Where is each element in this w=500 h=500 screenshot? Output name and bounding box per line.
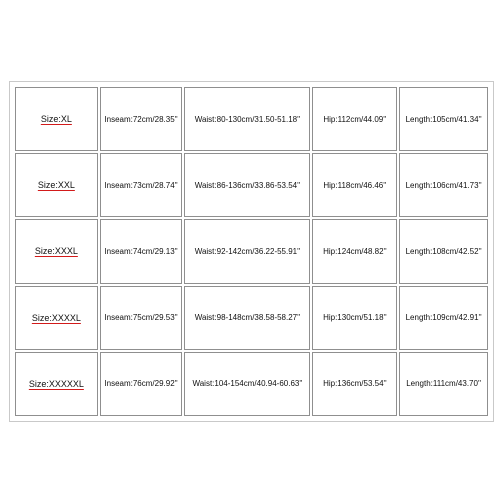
waist-cell: Waist:104-154cm/40.94-60.63'' <box>184 352 310 416</box>
length-cell: Length:108cm/42.52'' <box>399 219 488 283</box>
size-cell <box>15 352 98 416</box>
size-label: Size:XXXXL <box>31 312 81 323</box>
inseam-cell: Inseam:76cm/29.92'' <box>100 352 183 416</box>
table-row <box>15 352 488 416</box>
table-row <box>15 219 488 283</box>
length-cell: Length:111cm/43.70'' <box>399 352 488 416</box>
hip-cell: Hip:136cm/53.54'' <box>312 352 397 416</box>
inseam-cell: Inseam:75cm/29.53'' <box>100 286 183 350</box>
hip-cell: Hip:112cm/44.09'' <box>312 87 397 151</box>
size-label: Size:XXXL <box>34 246 78 257</box>
waist-cell: Waist:80-130cm/31.50-51.18'' <box>184 87 310 151</box>
table-row <box>15 286 488 350</box>
size-label: Size:XL <box>40 114 72 125</box>
size-cell <box>15 87 98 151</box>
waist-cell: Waist:98-148cm/38.58-58.27'' <box>184 286 310 350</box>
table-row <box>15 87 488 151</box>
length-cell: Length:106cm/41.73'' <box>399 153 488 217</box>
table-row <box>15 153 488 217</box>
size-cell <box>15 219 98 283</box>
hip-cell: Hip:130cm/51.18'' <box>312 286 397 350</box>
inseam-cell: Inseam:72cm/28.35'' <box>100 87 183 151</box>
size-chart <box>9 81 494 422</box>
size-cell <box>15 286 98 350</box>
length-cell: Length:105cm/41.34'' <box>399 87 488 151</box>
waist-cell: Waist:92-142cm/36.22-55.91'' <box>184 219 310 283</box>
size-label: Size:XXL <box>37 180 75 191</box>
size-label: Size:XXXXXL <box>28 378 84 389</box>
hip-cell: Hip:118cm/46.46'' <box>312 153 397 217</box>
inseam-cell: Inseam:73cm/28.74'' <box>100 153 183 217</box>
waist-cell: Waist:86-136cm/33.86-53.54'' <box>184 153 310 217</box>
hip-cell: Hip:124cm/48.82'' <box>312 219 397 283</box>
size-cell <box>15 153 98 217</box>
size-table <box>13 85 490 418</box>
inseam-cell: Inseam:74cm/29.13'' <box>100 219 183 283</box>
length-cell: Length:109cm/42.91'' <box>399 286 488 350</box>
